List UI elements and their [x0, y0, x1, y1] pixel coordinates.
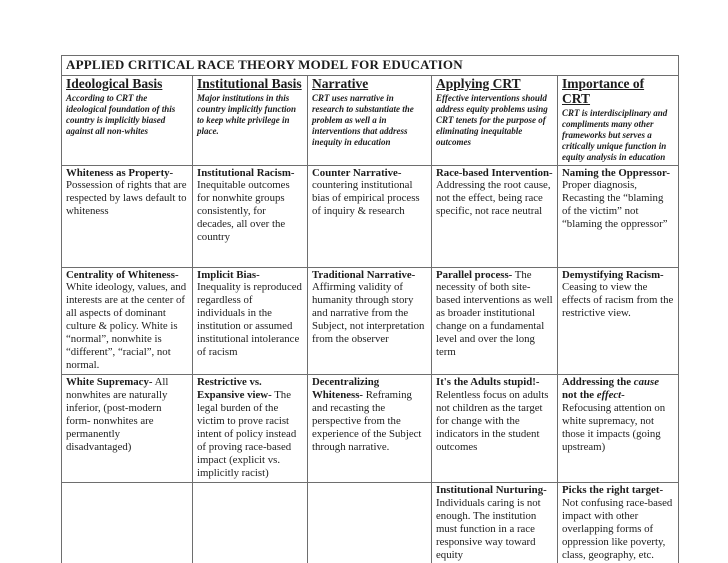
- table-cell: [308, 375, 432, 483]
- cell-term: Restrictive vs. Expansive view-: [197, 376, 272, 402]
- column-header-label: Ideological Basis: [66, 76, 163, 91]
- cell-text: countering institutional bias of empirical process of inquiry & research: [312, 179, 420, 218]
- column-header-4: [432, 76, 558, 166]
- column-header-2: [193, 76, 308, 166]
- cell-term: White Supremacy-: [66, 376, 153, 389]
- cell-term: Parallel process-: [436, 268, 513, 281]
- cell-text: All nonwhites are naturally inferior, (post-modern form- nonwhites are permanently disadvantaged): [66, 376, 169, 453]
- column-header-3: [308, 76, 432, 166]
- cell-text: Proper diagnosis, Recasting the “blaming of the victim” not “blaming the oppressor”: [562, 179, 668, 231]
- column-header-5: [558, 76, 679, 166]
- cell-term: Centrality of Whiteness-: [66, 268, 179, 281]
- cell-text: Relentless focus on adults not children as the target for change with the indicators in the student outcomes: [436, 389, 549, 453]
- column-header-description: Major institutions in this country implicitly function to keep white privilege in place.: [197, 92, 297, 136]
- cell-text: Not confusing race-based impact with other overlapping forms of oppression like poverty, class, geography, etc.: [562, 496, 673, 561]
- cell-text: White ideology, values, and interests are at the center of all aspects of dominant culture & policy. White is “normal”, nonwhite is “different”, “racial”, not normal.: [66, 281, 187, 372]
- column-header-label: Institutional Basis: [197, 76, 302, 91]
- cell-term: Decentralizing Whiteness-: [312, 376, 380, 402]
- table-cell: [432, 165, 558, 267]
- column-header-description: CRT is interdisciplinary and compliments many other frameworks but serves a critically unique function in equity analysis in education: [562, 107, 668, 162]
- column-header-description: According to CRT the ideological foundation of this country is implicitly biased against all non-whites: [66, 92, 176, 136]
- cell-term: Picks the right target-: [562, 483, 664, 496]
- cell-term: Institutional Nurturing-: [436, 483, 547, 496]
- table-row-2: [62, 267, 679, 375]
- cell-term: Counter Narrative-: [312, 166, 402, 179]
- cell-term: Implicit Bias-: [197, 268, 260, 281]
- crt-model-table: [61, 55, 679, 563]
- cell-term: It's the Adults stupid!-: [436, 376, 540, 389]
- table-cell: [558, 375, 679, 483]
- table-title: APPLIED CRITICAL RACE THEORY MODEL FOR EDUCATION: [62, 56, 679, 76]
- table-cell: [558, 165, 679, 267]
- table-row-4: [62, 482, 679, 563]
- table-cell-empty: [308, 482, 432, 563]
- cell-text: The necessity of both site-based interventions as well as broader institutional change on a fundamental level and over the long term: [436, 268, 553, 359]
- table-cell: [193, 267, 308, 375]
- cell-text: Ceasing to view the effects of racism from the restrictive view.: [562, 281, 674, 320]
- table-cell: [558, 482, 679, 563]
- cell-term: Demystifying Racism-: [562, 268, 664, 281]
- cell-term: Whiteness as Property-: [66, 166, 174, 179]
- title-row: [62, 56, 679, 76]
- cell-text: Reframing and recasting the perspective from the experience of the Subject through narrative.: [312, 389, 422, 453]
- cell-text: Possession of rights that are respected by laws default to whiteness: [66, 179, 187, 218]
- column-header-label: Applying CRT: [436, 76, 521, 91]
- table-cell: [432, 267, 558, 375]
- table-row-3: [62, 375, 679, 483]
- column-header-label: Importance of CRT: [562, 76, 645, 106]
- table-body: [62, 165, 679, 563]
- table-row-1: [62, 165, 679, 267]
- table-cell: [193, 375, 308, 483]
- cell-text: The legal burden of the victim to prove racist intent of policy instead of proving race-based impact (explicit vs. implicitly racist): [197, 389, 297, 479]
- cell-term: Traditional Narrative-: [312, 268, 416, 281]
- table-cell: [193, 165, 308, 267]
- header-row: [62, 76, 679, 166]
- table-cell-empty: [62, 482, 193, 563]
- cell-term: Naming the Oppressor-: [562, 166, 670, 179]
- table-cell: [308, 267, 432, 375]
- table-cell-empty: [193, 482, 308, 563]
- cell-text: Inequitable outcomes for nonwhite groups consistently, for decades, all over the country: [197, 179, 290, 244]
- table-cell: [308, 165, 432, 267]
- cell-term: Addressing the cause not the effect-: [562, 376, 659, 402]
- cell-text: Inequality is reproduced regardless of individuals in the institution or assumed institutional intolerance of racism: [197, 281, 302, 359]
- table-cell: [432, 375, 558, 483]
- table-cell: [62, 267, 193, 375]
- column-header-1: [62, 76, 193, 166]
- table-cell: [558, 267, 679, 375]
- column-header-description: CRT uses narrative in research to substantiate the problem as well a in interventions that address inequity in education: [312, 92, 414, 147]
- cell-text: Affirming validity of humanity through story and narrative from the Subject, not interpretation from the observer: [312, 281, 425, 346]
- cell-term: Institutional Racism-: [197, 166, 295, 179]
- table-cell: [62, 375, 193, 483]
- cell-term: Race-based Intervention-: [436, 166, 553, 179]
- column-header-description: Effective interventions should address equity problems using CRT tenets for the purpose of eliminating inequitable outcomes: [436, 92, 548, 147]
- table-cell: [432, 482, 558, 563]
- cell-text: Addressing the root cause, not the effect, being race specific, not race neutral: [436, 179, 551, 218]
- cell-text: Individuals caring is not enough. The institution must function in a race responsive way toward equity: [436, 496, 541, 561]
- column-header-label: Narrative: [312, 76, 369, 91]
- table-cell: [62, 165, 193, 267]
- cell-text: Refocusing attention on white supremacy, not those it impacts (going upstream): [562, 402, 666, 453]
